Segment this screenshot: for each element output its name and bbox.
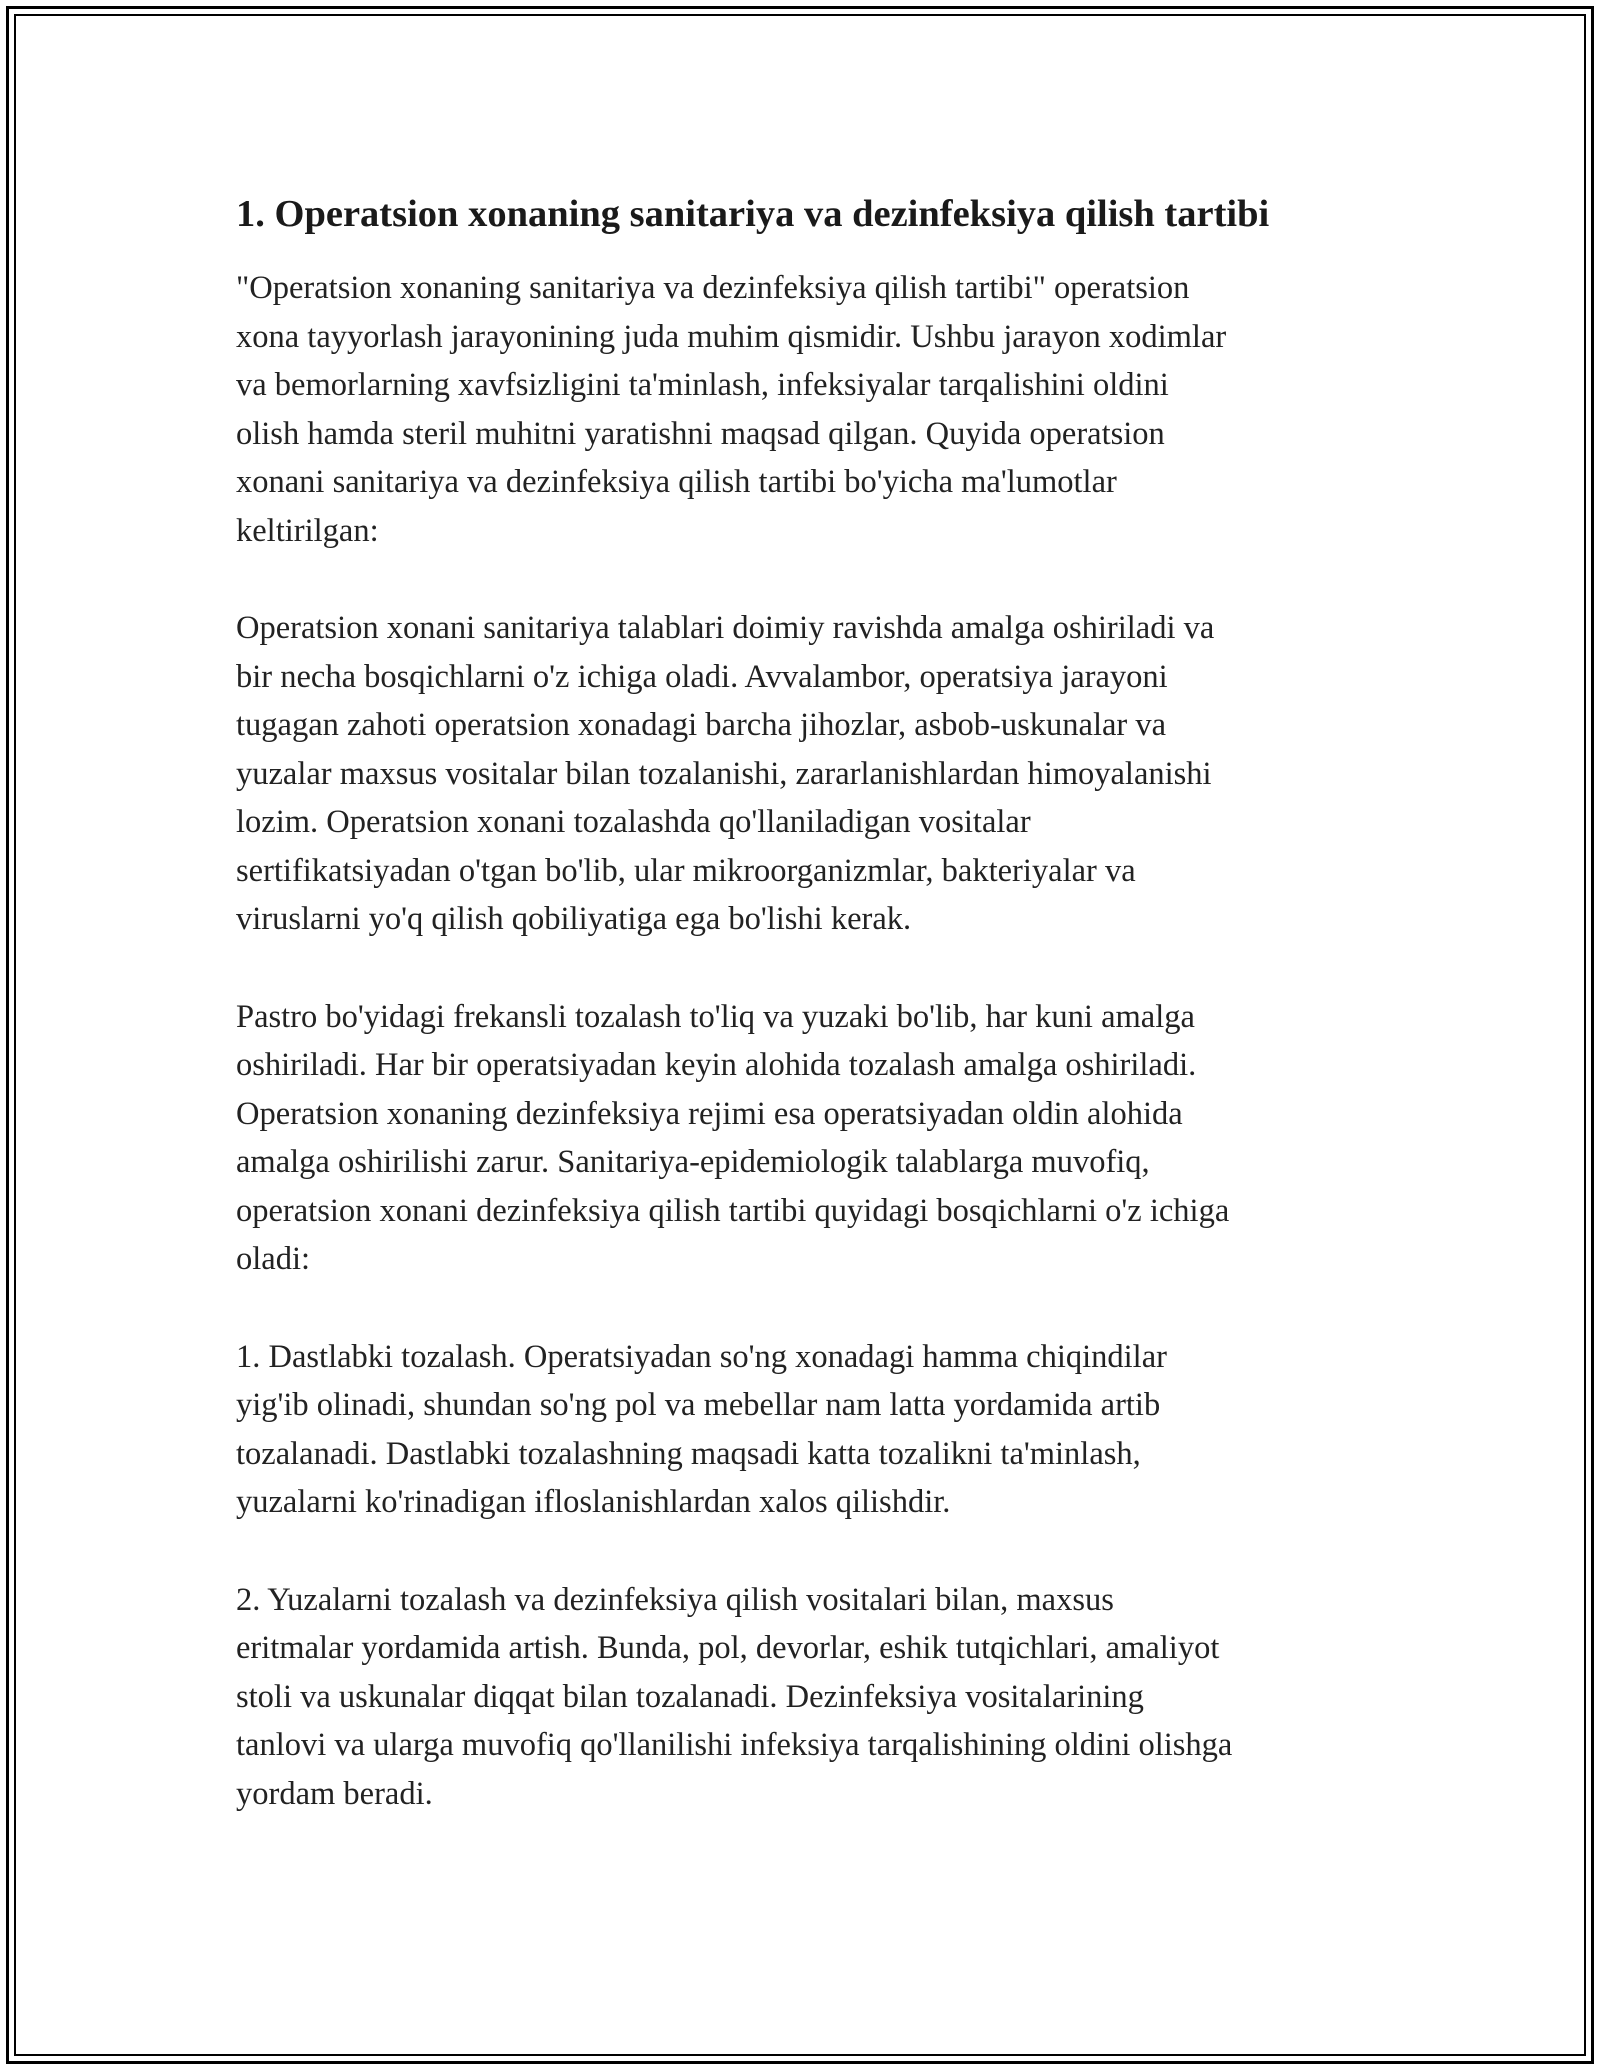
paragraph-cleaning-frequency — [236, 993, 1386, 1284]
text-line: Operatsion xonani sanitariya talablari doimiy ravishda amalga oshiriladi va — [236, 610, 1215, 646]
text-line: tozalanadi. Dastlabki tozalashning maqsadi katta tozalikni ta'minlash, — [236, 1435, 1141, 1472]
paragraph-step-2 — [236, 1576, 1386, 1819]
text-line: xona tayyorlash jarayonining juda muhim qismidir. Ushbu jarayon xodimlar — [236, 318, 1227, 355]
text-line: Operatsion xonaning dezinfeksiya rejimi esa operatsiyadan oldin alohida — [236, 1095, 1183, 1132]
text-line: stoli va uskunalar diqqat bilan tozalanadi. Dezinfeksiya vositalarining — [236, 1678, 1144, 1715]
paragraph-step-1 — [236, 1333, 1386, 1527]
text-line: yordam beradi. — [236, 1775, 433, 1812]
text-line: lozim. Operatsion xonani tozalashda qo'llaniladigan vositalar — [236, 804, 1031, 840]
text-line: viruslarni yo'q qilish qobiliyatiga ega bo'lishi kerak. — [236, 901, 912, 937]
paragraph-intro — [236, 264, 1386, 555]
text-line: eritmalar yordamida artish. Bunda, pol, devorlar, eshik tutqichlari, amaliyot — [236, 1630, 1220, 1666]
text-line: 2. Yuzalarni tozalash va dezinfeksiya qilish vositalari bilan, maxsus — [236, 1581, 1114, 1618]
text-line: keltirilgan: — [236, 512, 379, 549]
text-line: Pastro bo'yidagi frekansli tozalash to'liq va yuzaki bo'lib, har kuni amalga — [236, 998, 1195, 1035]
text-line: 1. Dastlabki tozalash. Operatsiyadan so'ng xonadagi hamma chiqindilar — [236, 1338, 1167, 1375]
text-line: yig'ib olinadi, shundan so'ng pol va mebellar nam latta yordamida artib — [236, 1387, 1161, 1423]
text-line: va bemorlarning xavfsizligini ta'minlash, infeksiyalar tarqalishini oldini — [236, 367, 1169, 403]
text-line: operatsion xonani dezinfeksiya qilish tartibi quyidagi bosqichlarni o'z ichiga — [236, 1192, 1230, 1229]
text-line: olish hamda steril muhitni yaratishni maqsad qilgan. Quyida operatsion — [236, 415, 1165, 452]
text-line: tanlovi va ularga muvofiq qo'llanilishi infeksiya tarqalishining oldini olishga — [236, 1727, 1233, 1763]
text-line: tugagan zahoti operatsion xonadagi barcha jihozlar, asbob-uskunalar va — [236, 707, 1167, 743]
text-line: oshiriladi. Har bir operatsiyadan keyin alohida tozalash amalga oshiriladi. — [236, 1047, 1197, 1083]
text-line: sertifikatsiyadan o'tgan bo'lib, ular mikroorganizmlar, bakteriyalar va — [236, 852, 1136, 889]
paragraph-requirements — [236, 604, 1386, 944]
text-line: amalga oshirilishi zarur. Sanitariya-epidemiologik talablarga muvofiq, — [236, 1144, 1150, 1180]
text-line: yuzalar maxsus vositalar bilan tozalanishi, zararlanishlardan himoyalanishi — [236, 755, 1212, 792]
document-body — [236, 186, 1386, 1867]
text-line: yuzalarni ko'rinadigan ifloslanishlardan xalos qilishdir. — [236, 1484, 951, 1520]
text-line: "Operatsion xonaning sanitariya va dezinfeksiya qilish tartibi" operatsion — [236, 270, 1190, 306]
text-line: bir necha bosqichlarni o'z ichiga oladi. Avvalambor, operatsiya jarayoni — [236, 658, 1168, 695]
text-line: oladi: — [236, 1241, 311, 1277]
text-line: xonani sanitariya va dezinfeksiya qilish tartibi bo'yicha ma'lumotlar — [236, 464, 1117, 500]
document-title: 1. Operatsion xonaning sanitariya va dezinfeksiya qilish tartibi — [236, 193, 1270, 235]
